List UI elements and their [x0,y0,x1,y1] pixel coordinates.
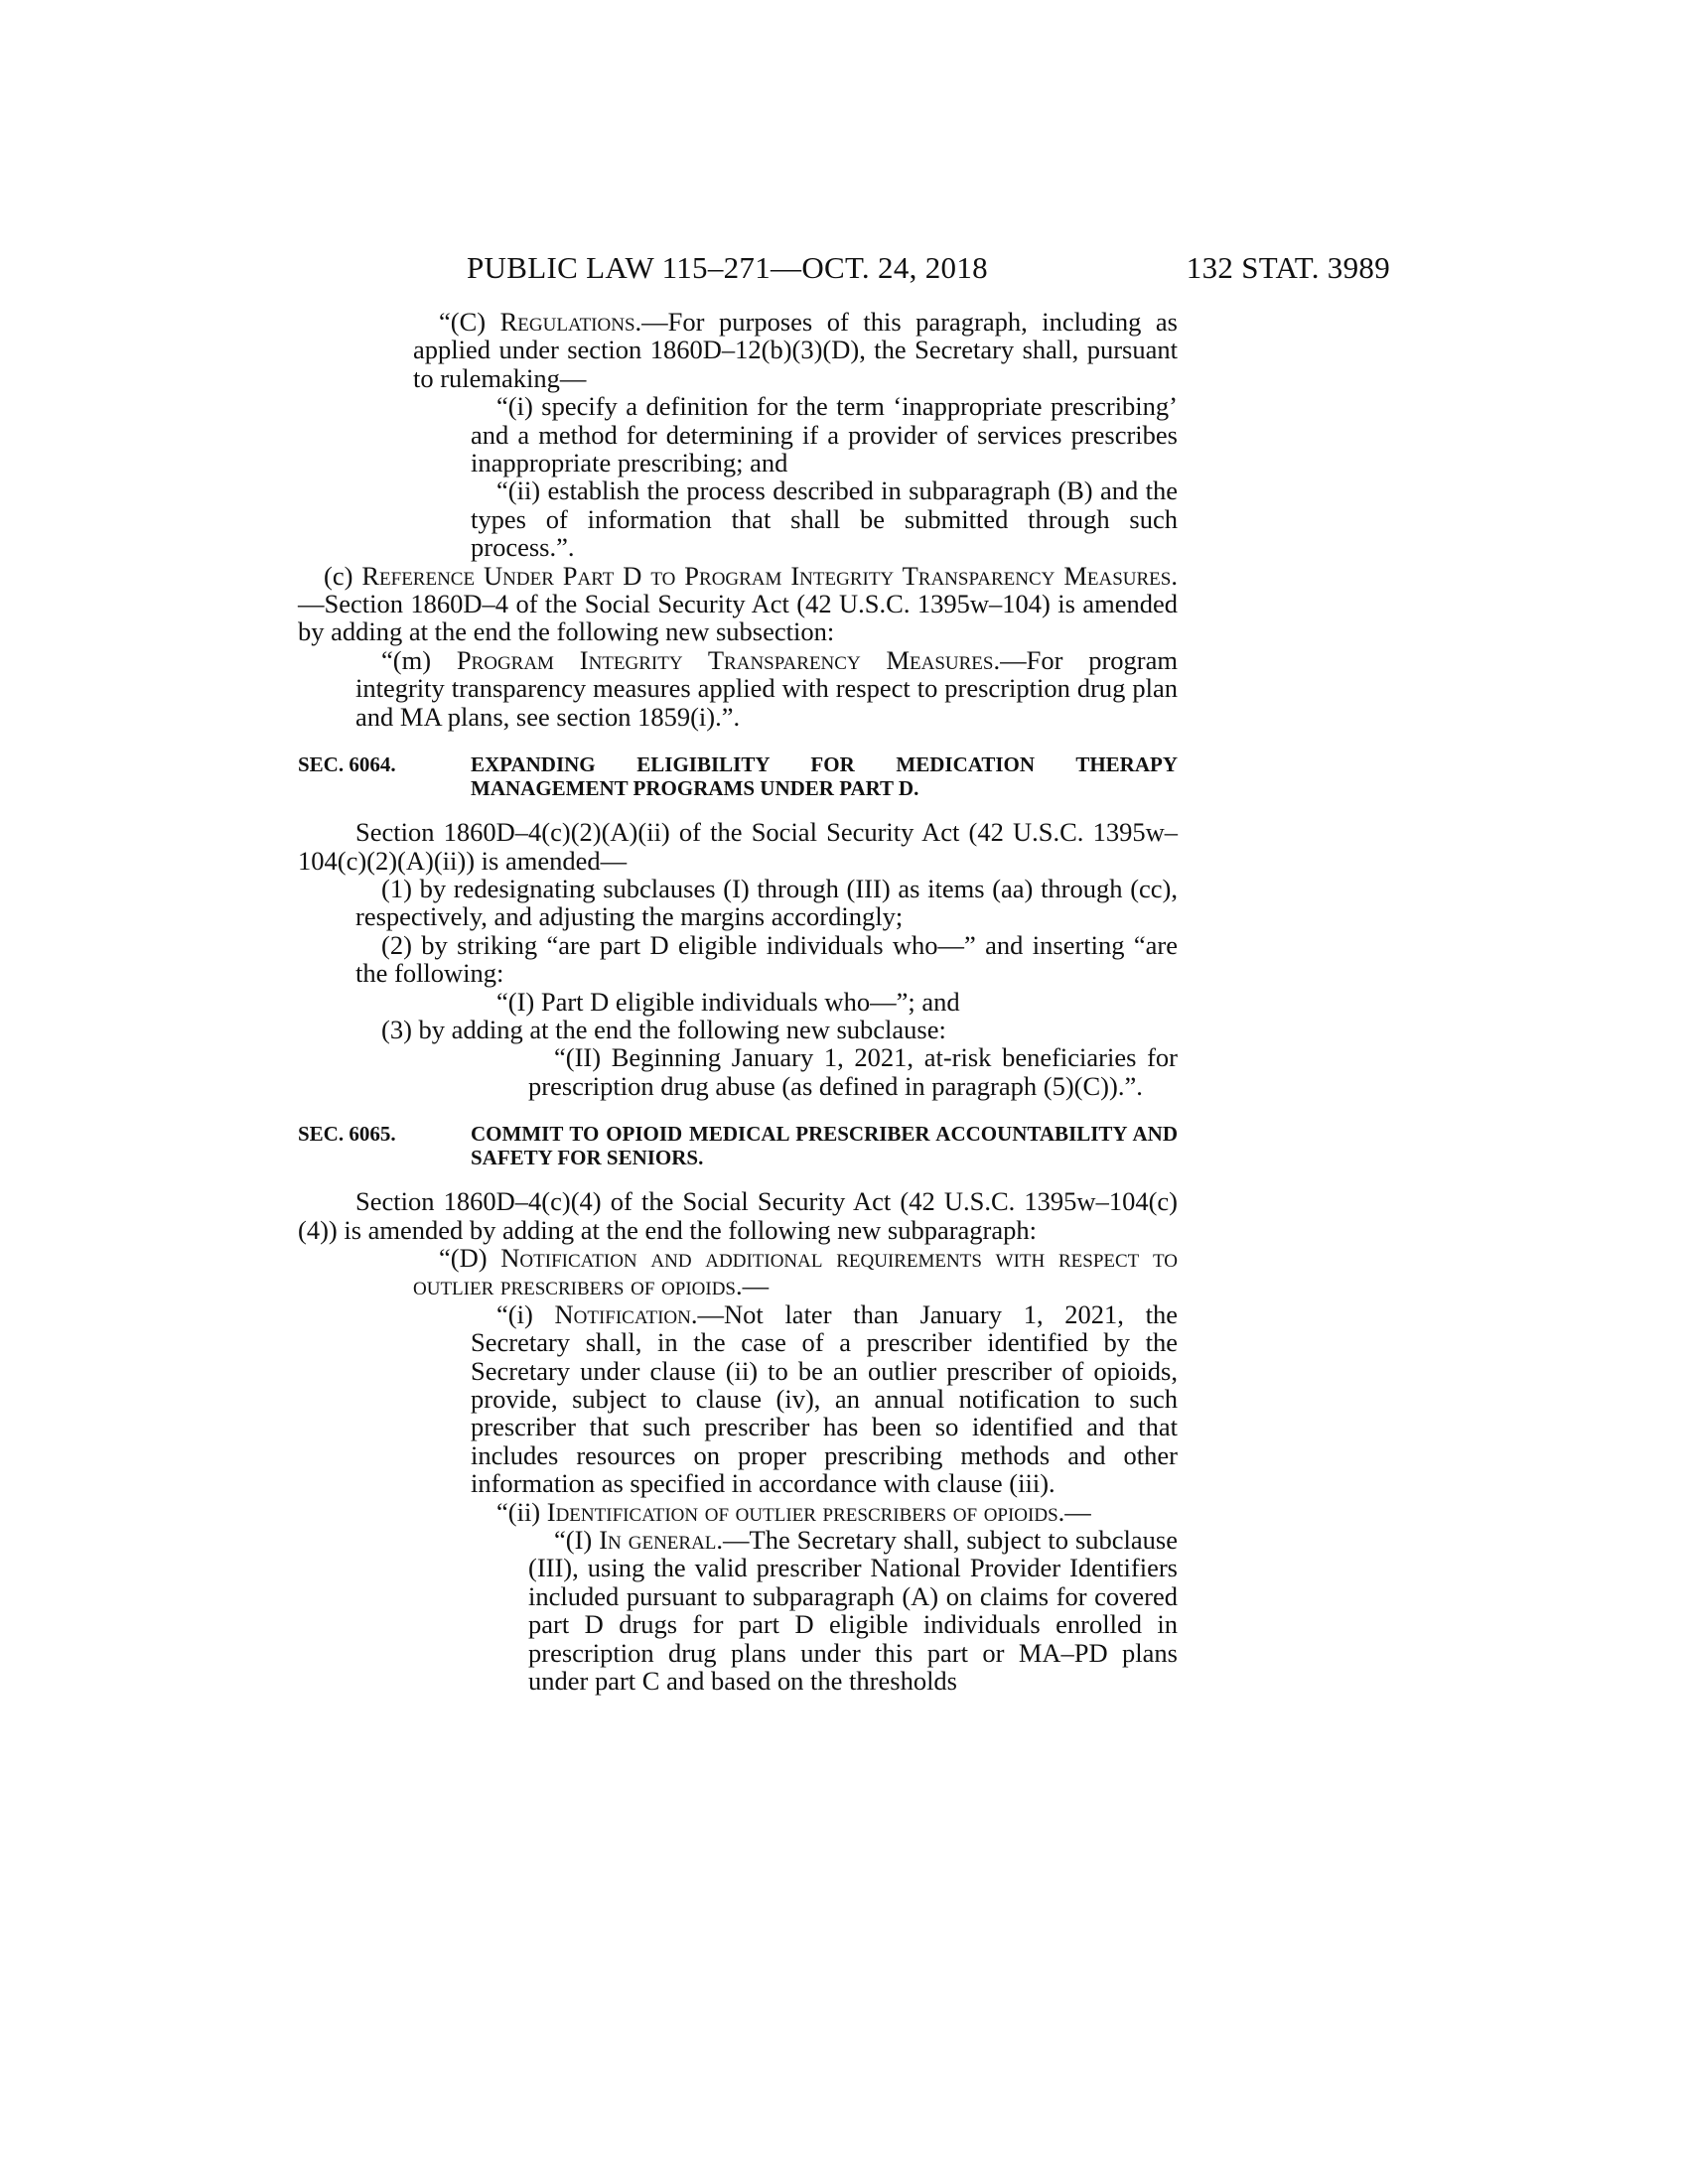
heading-reference-part-d: Reference Under Part D to Program Integrity Transparency Measures [361,560,1172,591]
clause-ii-process: “(ii) establish the process described in subparagraph (B) and the types of information that shall be submitted through such process.”. [471,476,1178,563]
subparagraph-D-heading: “(D) Notification and additional requirements with respect to outlier prescribers of opioids.— [413,1242,1178,1301]
section-6065-intro: Section 1860D–4(c)(4) of the Social Security Act (42 U.S.C. 1395w–104(c)(4)) is amended by adding at the end the following new subparagraph: [298,1186,1178,1245]
heading-notification: Notification [554,1298,691,1329]
section-6064-item-3: (3) by adding at the end the following new subclause: [381,1014,946,1044]
clause-ii-identification: “(ii) Identification of outlier prescribers of opioids.— [496,1496,1091,1527]
page-header [298,250,1390,290]
clause-i-definition: “(i) specify a definition for the term ‘inappropriate prescribing’ and a method for determining if a provider of services prescribes inappropriate prescribing; and [471,391,1178,478]
section-6064-item-1: (1) by redesignating subclauses (I) through (III) as items (aa) through (cc), respectively, and adjusting the margins accordingly; [355,873,1178,932]
paragraph-c-regulations: “(C) Regulations.—For purposes of this paragraph, including as applied under section 1860D–12(b)(3)(D), the Secretary shall, pursuant to rulemaking— [413,307,1178,393]
heading-notification-requirements: Notification and additional requirements with respect to outlier prescribers of opioids [413,1242,1178,1301]
document-body [298,307,1179,1697]
section-6064-heading: SEC. 6064. EXPANDING ELIGIBILITY FOR MEDICATION THERAPY MANAGEMENT PROGRAMS UNDER PART D. [298,752,1178,801]
header-title: PUBLIC LAW 115–271—OCT. 24, 2018 [467,250,988,285]
heading-in-general: In general [599,1525,717,1556]
section-6064-subclause-I: “(I) Part D eligible individuals who—”; and [496,986,960,1017]
section-6064-item-2: (2) by striking “are part D eligible individuals who—” and inserting “are the following: [355,929,1178,989]
subclause-I-in-general: “(I) In general.—The Secretary shall, subject to subclause (III), using the valid prescriber National Provider Identifiers included pursuant to subparagraph (A) on claims for covered part D drugs for part D eligible individuals enrolled in prescription drug plans under this part or MA–PD plans under part C and based on the thresholds [528,1525,1178,1697]
heading-regulations: Regulations [499,307,635,337]
section-6065-heading: SEC. 6065. COMMIT TO OPIOID MEDICAL PRESCRIBER ACCOUNTABILITY AND SAFETY FOR SENIORS. [298,1122,1178,1170]
section-6064-intro: Section 1860D–4(c)(2)(A)(ii) of the Social Security Act (42 U.S.C. 1395w–104(c)(2)(A)(ii)) is amended— [298,817,1178,876]
subsection-m-program-integrity: “(m) Program Integrity Transparency Measures.—For program integrity transparency measures applied with respect to prescription drug plan and MA plans, see section 1859(i).”. [355,644,1178,732]
section-6064-subclause-II: “(II) Beginning January 1, 2021, at-risk beneficiaries for prescription drug abuse (as defined in paragraph (5)(C)).”. [528,1042,1178,1101]
subsection-c-reference: (c) Reference Under Part D to Program Integrity Transparency Measures.—Section 1860D–4 of the Social Security Act (42 U.S.C. 1395w–104) is amended by adding at the end the following new subsection: [298,560,1178,647]
clause-i-notification: “(i) Notification.—Not later than January 1, 2021, the Secretary shall, in the case of a prescriber identified by the Secretary under clause (ii) to be an outlier prescriber of opioids, provide, subject to clause (iv), an annual notification to such prescriber that such prescriber has been so identified and that includes resources on proper prescribing methods and other information as specified in accordance with clause (iii). [471,1298,1179,1499]
header-stat-page: 132 STAT. 3989 [1186,250,1390,285]
heading-identification-outliers: Identification of outlier prescribers of opioids [546,1496,1058,1527]
heading-program-integrity: Program Integrity Transparency Measures [456,644,994,675]
